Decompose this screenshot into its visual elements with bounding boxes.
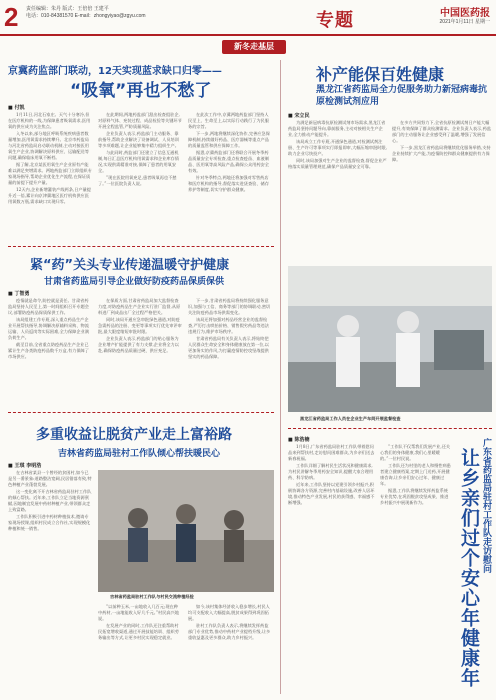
- paragraph: 1月8日,广东省药监局驻村工作队带着慰问品来到帮扶村,走访慰问困难群众,为乡亲们送去新春祝福。: [288, 444, 375, 461]
- paragraph: 工作队积极引进中药材种植技术,邀请专家现场授课,组织村民成立合作社,实现规模化种植和统一销售。: [8, 514, 91, 531]
- column-banner: 新冬走基层: [222, 40, 286, 54]
- paragraph: 下一步,甘肃省药监局将持续强化服务意识,加强与工信、商务等部门的协调联动,密切关注防疫药品市场供需变化。: [188, 298, 271, 315]
- story3-column-3: [188, 604, 272, 694]
- paragraph: 据悉,工作队将继续发挥药监系统专业优势,在巩固脱贫攻坚成果、推进乡村振兴中展现新作为。: [380, 488, 449, 505]
- paragraph: 该局组建工作专班,深入重点药品生产企业开展帮扶指导,协调解决原辅料采购、物流运输、人员返岗等实际困难,全力保障企业满负荷生产。: [8, 317, 89, 340]
- story1-column-3: [188, 112, 272, 242]
- paragraph: 甘肃省药监局有关负责人表示,将始终把人民群众生命安全和身体健康放在第一位,以更加务实的作风,为打赢疫情防控攻坚战提供坚实的药品保障。: [188, 336, 269, 359]
- paragraph: 在此次工作中,京冀两地药监部门坚持人民至上、生命至上,以实际行动践行了为民服务的宗旨。: [188, 112, 269, 129]
- paragraph: 这一变化离不开吉林省药监局驻村工作队的倾心帮扶。近年来,工作队立足当地资源禀赋,因地制宜发展中药材种植产业,带领群众走上致富路。: [8, 489, 92, 512]
- story4-headline: 补产能保百姓健康: [316, 65, 445, 84]
- story1-author: ■ 付凯: [8, 105, 25, 111]
- paragraph: 与此同时,药监部门还建立了信息互通机制,每日汇总医疗机构用氧需求和企业库存情况,实现供需精准对接,保障了患者的用氧安全。: [98, 150, 179, 173]
- issue-date: 2021年1月11日 星期一: [439, 19, 490, 25]
- paragraph: “工作队不仅帮我们发展产业,还关心我们的身体健康,我们心里暖暖的。”一位村民说。: [380, 444, 451, 461]
- paragraph: “现在医院用氧充足,患者吸氧再也不愁了。”一位医院负责人说。: [98, 175, 177, 186]
- paragraph: 同时,该局开通应急审批绿色通道,对防疫急需药品的注册、变更等事项实行优先审评审批,最大限度缩短审批时限。: [98, 317, 182, 334]
- page-number: 2: [4, 2, 19, 32]
- paragraph: 企业负责人表示,药监部门主动服务、靠前指导,帮助企业解决了设备调试、人员培训等多项难题,让企业能够集中精力组织生产。: [98, 131, 179, 148]
- paragraph: 据悉,京冀药监部门还将联合开展冬季药品质量安全专项检查,重点检查疫苗、血液制品、医用氧等高风险产品,确保公众用药安全有效。: [188, 150, 269, 173]
- story1-column-1: [8, 112, 92, 242]
- story3-photo-caption: 吉林省药监局驻村工作队与村民交流种植经验: [110, 594, 194, 599]
- story3-column-1: [8, 470, 92, 694]
- contact-line: 电话：010-84381570 E-mail：zhongyiyao@zgyu.com: [26, 13, 146, 19]
- paragraph: 下一步,两地将继续深化协作,完善应急保障机制,持续做好药品、医疗器械等重点产品的质量监管和供应保障工作。: [188, 131, 270, 148]
- story5-kicker: 广东省药监局驻村工作队走访慰问: [481, 438, 491, 573]
- story3-subhead: 吉林省药监局驻村工作队倾心帮扶暖民心: [58, 449, 221, 459]
- story3-photo: [98, 470, 274, 592]
- people-photo-placeholder: [98, 470, 274, 592]
- column-separator: [280, 60, 281, 694]
- masthead-info: [26, 6, 186, 20]
- story4-column-1: [288, 120, 388, 262]
- section-title: 专题: [316, 10, 354, 31]
- paragraph: 入冬以来,部分地区呼吸系统疾病患者数量增加,医用氧需求持续攀升。北京市药监局与河北省药监局启动联动机制,主动对接医用氧生产企业,协调解决原料供应、运输配送等问题,确保临床用氧不断档。: [8, 131, 89, 160]
- story5-author: ■ 陈浩楠: [288, 437, 310, 443]
- story2-column-3: [188, 298, 272, 408]
- lab-photo-placeholder: [288, 266, 492, 412]
- story3-headline: 多重收益让脱贫产业走上富裕路: [36, 427, 232, 443]
- story5-headline: 让乡亲们过个安心年健康年: [458, 448, 480, 688]
- paragraph: 1月11日,河北石家庄。天气十分寒冷,但在医疗机构的一线,为保障患者吸氧需求,医用氧的供应成为关注焦点。: [8, 112, 91, 129]
- story2-headline: 紧“药”关头专业传递温暖守护健康: [30, 258, 230, 273]
- story5-column-2: [380, 444, 452, 694]
- story3-column-2: [98, 604, 182, 694]
- paragraph: 疫情就是命令,防控就是责任。甘肃省药监局坚持人民至上,第一时间组织召开专题会议,部署防疫药品保质保供工作。: [8, 298, 89, 315]
- story2-column-1: [8, 298, 92, 408]
- paragraph: “以前种玉米,一亩地收入几百元;现在种中药材,一亩地能收入好几千元。”村民高兴地说。: [98, 604, 179, 621]
- story4-photo: [288, 266, 492, 412]
- paragraph: 如今,该村集体经济收入稳步增长,村民人均可支配收入大幅提高,脱贫成果得到巩固拓展。: [188, 604, 270, 621]
- story4-column-2: [392, 120, 492, 262]
- paragraph: 针对冬季特点,两地还将加强对零售药店和医疗机构的指导,督促落实进货查验、储存养护等制度,切实守护群众健康。: [188, 175, 269, 192]
- section-divider: [8, 412, 274, 413]
- paragraph: 工作队还为村里的老人和慢性病患者建立健康档案,定期上门送药,开展健康咨询,让乡亲们安心过年、健康过年。: [380, 463, 451, 486]
- story1-column-2: [98, 112, 182, 242]
- story4-photo-caption: 黑龙江省药监局工作人员在企业生产车间开展监督检查: [300, 416, 401, 421]
- story4-subhead: 黑龙江省药监局全力促服务助力新冠病毒抗原检测试剂应用: [316, 85, 488, 107]
- paper-name: 中国医药报: [440, 8, 490, 19]
- editor-line: 责任编辑：朱丹 版式：王倍倍 王建平: [26, 6, 109, 12]
- paragraph: 截至目前,全省重点防疫药品生产企业已累计生产各类防疫药品数千万盒,有力保障了市场供应。: [8, 342, 89, 359]
- paragraph: 在保质方面,甘肃省药监局加大监督检查力度,对防疫药品生产企业实行驻厂监督,从原料进厂到成品出厂全过程严格把关。: [98, 298, 181, 315]
- paragraph: 在多方共同努力下,全省抗原检测试剂日产能大幅提升,有效保障了群众检测需求。企业负责人表示,药监部门的主动服务让企业感受到了温暖,增强了发展信心。: [392, 120, 491, 143]
- story2-column-2: [98, 298, 182, 408]
- story1-kicker: 京冀药监部门联动，12天实现蓝求缺口归零——: [8, 66, 222, 77]
- story2-subhead: 甘肃省药监局引导企业做好防疫药品保质保供: [44, 277, 225, 287]
- story5-column-1: [288, 444, 376, 694]
- story2-author: ■ 丁智勇: [8, 291, 30, 297]
- story4-author: ■ 宋立民: [288, 113, 310, 119]
- paragraph: 12天内,企业新增灌装产线两条,日产量提升近一倍,累计向京津冀地区医疗机构供应医用氧数万瓶,需求缺口实现归零。: [8, 187, 91, 204]
- paragraph: 为满足新冠病毒抗原检测试剂市场需求,黑龙江省药监局坚持问题导向,靠前服务,主动对接相关生产企业,全力推动产能提升。: [288, 120, 386, 137]
- story3-author: ■ 王琪 李明浩: [8, 463, 42, 469]
- paragraph: 下一步,黑龙江省药监局将继续优化服务举措,支持企业持续扩大产能,为疫情防控和群众健康提供有力保障。: [392, 145, 491, 162]
- paragraph: 同时,该局加强对生产企业的监督检查,督促企业严格落实质量管理规范,确保产品质量安全可靠。: [288, 158, 387, 169]
- paragraph: 在发展产业的同时,工作队还注重帮助村民拓宽增收渠道,通过开展技能培训、组织劳务输出等方式,让更多村民实现稳定就业。: [98, 623, 179, 640]
- paragraph: 在此期间,两地药监部门派出检查组驻企,对原料气体、充装过程、成品检验等关键环节开展全程监管,严防质量风险。: [98, 112, 182, 129]
- story1-headline: “吸氧”再也不愁了: [70, 81, 212, 101]
- paragraph: 近年来,工作队坚持以党建引领乡村振兴,积极协调各方资源,完善村内基础设施,改善人居环境,推动特色产业发展,村民的获得感、幸福感不断增强。: [288, 482, 375, 505]
- paragraph: 据了解,北京某医用氧生产企业原有产能难以满足突增需求。两地药监部门立即组织专家现场指导,帮助企业优化生产流程,在保证质量的前提下提升产量。: [8, 162, 92, 185]
- paragraph: 工作队详细了解村民生活状况和健康需求,为村民讲解冬季用药安全知识,提醒大家合理用药、科学防病。: [288, 463, 374, 480]
- section-divider: [8, 246, 274, 247]
- paragraph: 企业负责人表示,药监部门的贴心服务为企业增产扩能提供了有力支撑,企业将全力以赴,确保防疫药品质量过硬、供应充足。: [98, 336, 179, 353]
- paragraph: 该局还将加强对药品经营企业的监督检查,严厉打击哄抬价格、销售假劣药品等违法违规行为,维护市场秩序。: [188, 317, 269, 334]
- paragraph: 该局成立工作专班,开通绿色通道,对检测试剂注册、生产许可等事项实行即报即审,大幅压缩审批时限,助力企业尽快投产。: [288, 139, 387, 156]
- paragraph: 驻村工作队负责人表示,将继续发挥药监部门专业优势,推动中药材产业提档升级,让多重收益惠及更多群众,助力乡村振兴。: [188, 623, 271, 640]
- masthead: [0, 0, 496, 36]
- section-divider: [288, 428, 492, 429]
- paragraph: 在吉林省某县一个曾经的贫困村,如今已是另一番景象:道路整洁宽阔,民居错落有致,特色种植产业蓬勃发展。: [8, 470, 92, 487]
